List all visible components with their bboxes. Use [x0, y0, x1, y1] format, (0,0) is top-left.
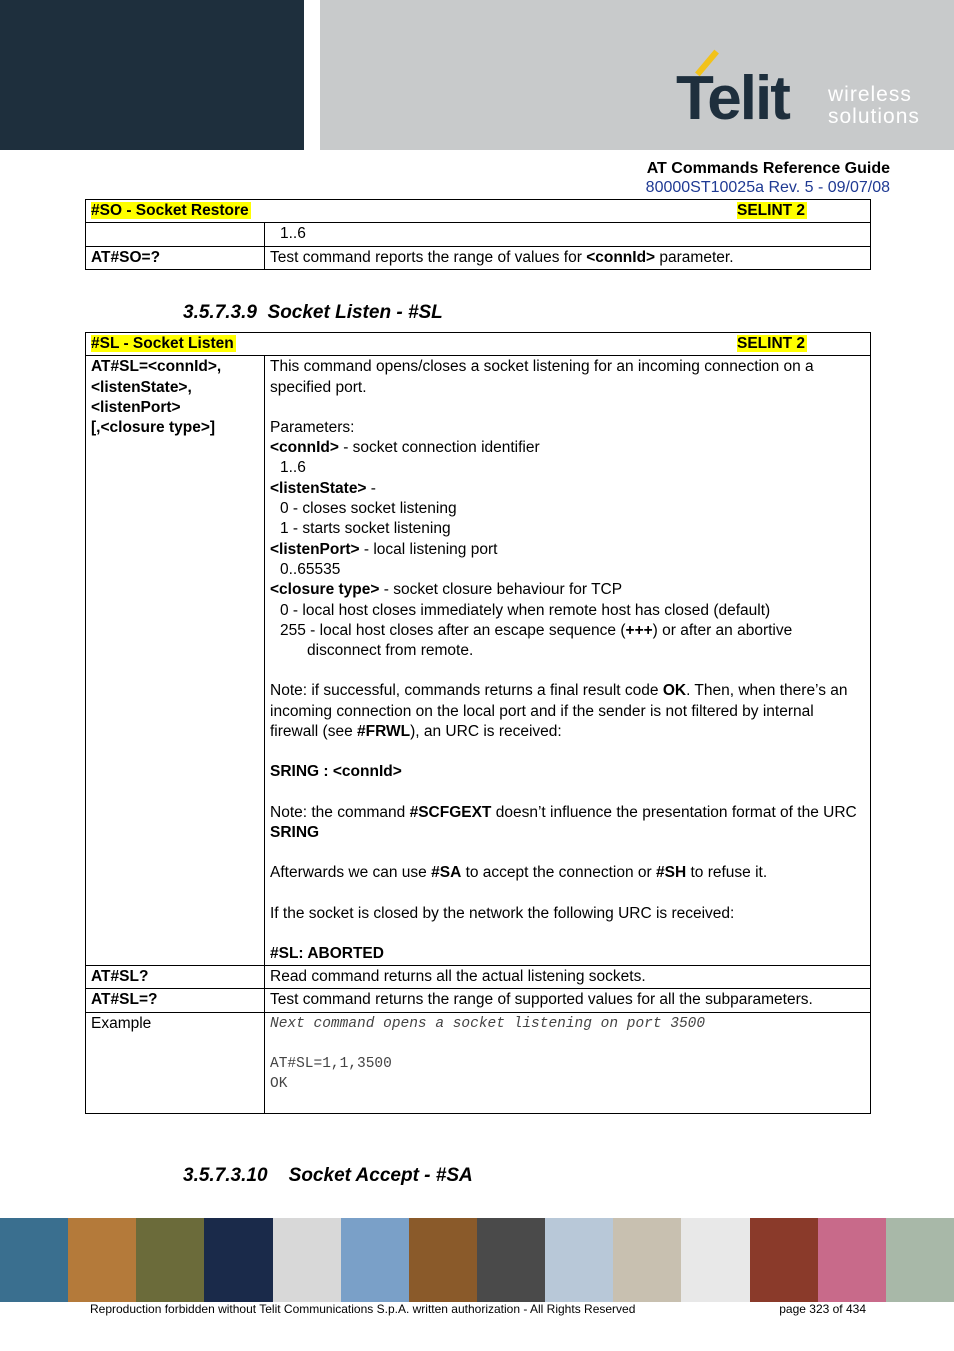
doc-title: AT Commands Reference Guide — [646, 160, 890, 177]
sl-example-label: Example — [86, 1012, 265, 1113]
footer-rights: Reproduction forbidden without Telit Communications S.p.A. written authorization - All Rights Reserved — [90, 1302, 636, 1316]
sl-selint: SELINT 2 — [737, 335, 806, 352]
sl-test-desc: Test command returns the range of supported values for all the subparameters. — [265, 989, 871, 1012]
header-dark-panel — [0, 0, 304, 150]
logo-tagline: wireless solutions — [828, 83, 920, 128]
section-heading-sa: 3.5.7.3.10 Socket Accept - #SA — [183, 1165, 473, 1186]
sl-read-cmd: AT#SL? — [86, 966, 265, 989]
sl-set-desc: This command opens/closes a socket listening for an incoming connection on a specified port. Parameters: <connId> - socket connection identifier 1..6 <listenState> - 0 - closes socket listening 1 - starts socket listening <listenPort> - local listening port 0..65535 <closure type> - socket closure behaviour for TCP 0 - local host closes immediately when remote host has closed (default) 255 - local host closes after an escape sequence (+++) or after an abortive disconnect from remote. Note: if successful, commands returns a final result code OK. Then, when there’s an incoming connection on the local port and if the sender is not filtered by internal firewall (see #FRWL), an URC is received: SRING : <connId> Note: the command #SCFGEXT doesn’t influence the presentation format of the URC SRING Afterwards we can use #SA to accept the connection or #SH to refuse it. If the socket is closed by the network the following URC is received: #SL: ABORTED — [265, 356, 871, 966]
aborted-urc: #SL: ABORTED — [270, 944, 384, 962]
document-title-block — [646, 159, 890, 197]
telit-logo — [676, 48, 936, 138]
sl-command-table — [85, 332, 871, 1114]
sring-urc: SRING : <connId> — [270, 763, 402, 781]
sl-set-cmd: AT#SL=<connId>, <listenState>, <listenPort> [,<closure type>] — [86, 356, 265, 966]
doc-revision: 80000ST10025a Rev. 5 - 09/07/08 — [645, 179, 890, 196]
sl-table-title: #SL - Socket Listen — [91, 335, 234, 352]
so-test-desc: Test command reports the range of values for <connId> parameter. — [265, 246, 871, 269]
sl-read-desc: Read command returns all the actual listening sockets. — [265, 966, 871, 989]
logo-word: Telit — [676, 64, 789, 133]
so-table-title: #SO - Socket Restore — [91, 202, 249, 219]
so-command-table — [85, 199, 871, 270]
sl-test-cmd: AT#SL=? — [86, 989, 265, 1012]
footer — [90, 1302, 880, 1316]
so-test-cmd: AT#SO=? — [86, 246, 265, 269]
section-heading-sl: 3.5.7.3.9 Socket Listen - #SL — [183, 302, 443, 323]
page-number: page 323 of 434 — [779, 1302, 866, 1316]
sl-example: Next command opens a socket listening on port 3500 AT#SL=1,1,3500 OK — [265, 1012, 871, 1113]
footer-photo-strip — [0, 1218, 954, 1302]
so-selint: SELINT 2 — [737, 202, 806, 219]
so-range: 1..6 — [280, 225, 306, 243]
